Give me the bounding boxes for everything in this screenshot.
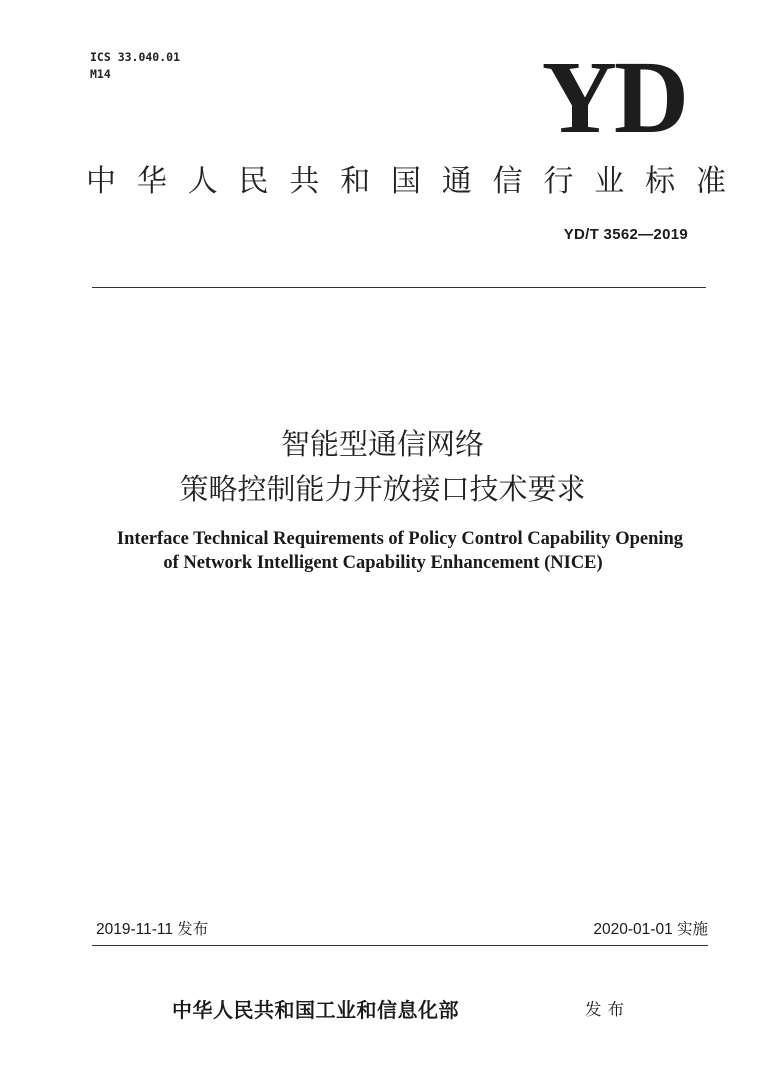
publisher-name: 中华人民共和国工业和信息化部	[172, 998, 459, 1022]
standard-title-char: 人	[187, 164, 218, 199]
release-date: 2019-11-11 发布	[96, 921, 209, 938]
standard-title-char: 通	[441, 164, 472, 199]
standard-title-char: 标	[645, 164, 676, 199]
english-title-line-2: of Network Intelligent Capability Enhancement (NICE)	[163, 553, 603, 573]
standard-type-title	[86, 160, 726, 204]
standard-title-char: 共	[289, 164, 320, 199]
ics-code: ICS 33.040.01	[90, 50, 181, 64]
standard-title-char: 行	[543, 164, 574, 199]
publish-label: 发布	[585, 1000, 630, 1019]
standard-title-char: 准	[695, 164, 726, 199]
standard-title-char: 和	[340, 164, 371, 199]
footer-divider	[92, 945, 708, 946]
chinese-title-line-2: 策略控制能力开放接口技术要求	[179, 472, 586, 506]
header-divider	[92, 287, 706, 288]
standard-title-char: 国	[390, 164, 421, 199]
standard-title-char: 华	[136, 164, 167, 199]
standard-title-char: 业	[594, 164, 625, 199]
standard-title-char: 民	[238, 164, 269, 199]
yd-logo: YD	[541, 40, 686, 155]
classification-codes	[90, 49, 180, 83]
implementation-date: 2020-01-01 实施	[593, 921, 708, 938]
standard-number: YD/T 3562—2019	[563, 226, 688, 243]
category-code: M14	[90, 67, 111, 81]
standard-title-char: 信	[492, 164, 523, 199]
english-title-line-1: Interface Technical Requirements of Policy Control Capability Opening	[116, 529, 684, 549]
standard-title-char: 中	[86, 164, 116, 199]
chinese-title-line-1: 智能型通信网络	[280, 427, 484, 461]
